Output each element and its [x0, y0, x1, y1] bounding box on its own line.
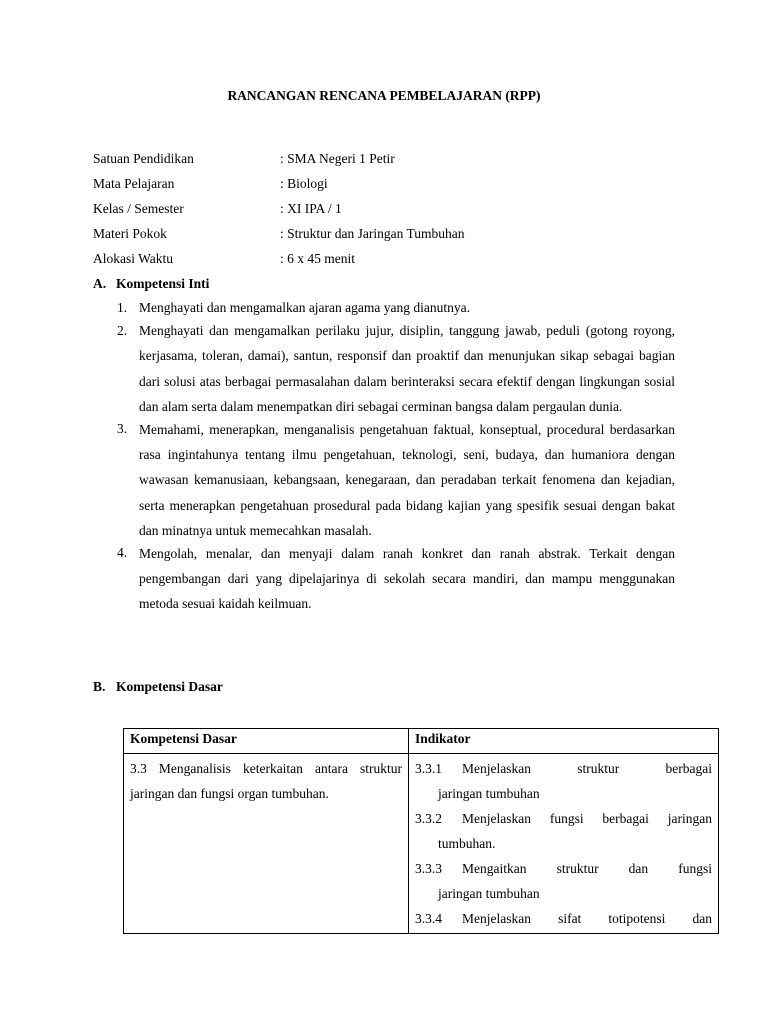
list-item [117, 321, 675, 420]
heading-title: Kompetensi Dasar [116, 679, 223, 694]
list-number: 1. [117, 300, 128, 315]
indicator-text: Menjelaskan fungsi berbagai jaringan [462, 811, 712, 826]
indicator-item-cont: jaringan tumbuhan [438, 886, 540, 901]
indicator-item [415, 906, 712, 931]
indicator-item [415, 856, 712, 881]
indicator-desc [462, 806, 712, 831]
list-item [117, 419, 675, 543]
document-title: RANCANGAN RENCANA PEMBELAJARAN (RPP) [227, 88, 541, 103]
info-value: : XI IPA / 1 [280, 201, 342, 216]
indicator-desc [462, 906, 712, 931]
indicator-text: Menjelaskan sifat totipotensi dan [462, 911, 712, 926]
info-row-kelas [93, 199, 465, 224]
table-header-row [124, 729, 719, 754]
info-row-mapel [93, 174, 465, 199]
indicator-code: 3.3.3 [415, 861, 442, 876]
list-number: 4. [117, 545, 128, 561]
info-label: Satuan Pendidikan [93, 151, 194, 166]
indicator-item-cont: tumbuhan. [438, 836, 496, 851]
column-header-indikator: Indikator [409, 729, 719, 754]
info-value: : 6 x 45 menit [280, 251, 355, 266]
info-value: : Struktur dan Jaringan Tumbuhan [280, 226, 465, 241]
heading-kompetensi-dasar [93, 679, 223, 695]
indicator-desc [462, 856, 712, 881]
indicator-code: 3.3.1 [415, 761, 442, 776]
indicator-code: 3.3.4 [415, 911, 442, 926]
info-row-alokasi [93, 249, 465, 274]
list-text: Memahami, menerapkan, menganalisis pengetahuan faktual, konseptual, procedural berdasarkan rasa ingintahunya tentang ilmu pengetahuan, teknologi, seni, budaya, dan humaniora dengan wawasan kemanusiaan, kebangsaan, kenegaraan, dan peradaban terkait fenomena dan kejadian, serta menerapkan pengetahuan prosedural pada bidang kajian yang spesifik sesuai dengan bakat dan minatnya untuk memecahkan masalah. [139, 421, 675, 538]
kd-text: 3.3 Menganalisis keterkaitan antara struktur jaringan dan fungsi organ tumbuhan. [130, 761, 402, 801]
list-text: Mengolah, menalar, dan menyaji dalam ranah konkret dan ranah abstrak. Terkait dengan pengembangan dari yang dipelajarinya di sekolah secara mandiri, dan mampu menggunakan metoda sesuai kaidah keilmuan. [139, 545, 675, 612]
info-label: Alokasi Waktu [93, 251, 174, 266]
indicator-text: Mengaitkan struktur dan fungsi [462, 861, 712, 876]
indicator-cell [409, 754, 719, 934]
heading-letter: B. [93, 679, 106, 694]
list-number: 2. [117, 322, 128, 338]
info-label: Materi Pokok [93, 226, 167, 241]
indicator-item [415, 806, 712, 831]
kompetensi-inti-list [117, 298, 675, 616]
info-label: Mata Pelajaran [93, 176, 175, 191]
indicator-item-cont: jaringan tumbuhan [438, 786, 540, 801]
heading-title: Kompetensi Inti [116, 276, 210, 291]
list-item [117, 543, 675, 616]
info-row-satuan [93, 149, 465, 174]
identity-block [93, 149, 465, 274]
indicator-text: Menjelaskan struktur berbagai [462, 761, 712, 776]
list-number: 3. [117, 421, 128, 437]
info-value: : SMA Negeri 1 Petir [280, 151, 395, 166]
info-label: Kelas / Semester [93, 201, 184, 216]
table-row [124, 754, 719, 934]
kd-cell [124, 754, 409, 934]
list-text: Menghayati dan mengamalkan ajaran agama yang dianutnya. [139, 300, 470, 316]
heading-letter: A. [93, 276, 107, 291]
column-header-kompetensi-dasar: Kompetensi Dasar [124, 729, 409, 754]
info-value: : Biologi [280, 176, 328, 191]
kompetensi-dasar-table [123, 728, 719, 934]
list-text: Menghayati dan mengamalkan perilaku jujur, disiplin, tanggung jawab, peduli (gotong royong, kerjasama, toleran, damai), santun, responsif dan proaktif dan menunjukan sikap sebagai bagian dari solusi atas berbagai permasalahan dalam berinteraksi secara efektif dengan lingkungan sosial dan alam serta dalam menempatkan diri sebagai cerminan bangsa dalam pergaulan dunia. [139, 323, 675, 414]
indicator-desc [462, 756, 712, 781]
info-row-materi [93, 224, 465, 249]
heading-kompetensi-inti [93, 276, 209, 292]
indicator-code: 3.3.2 [415, 811, 442, 826]
indicator-item [415, 756, 712, 781]
